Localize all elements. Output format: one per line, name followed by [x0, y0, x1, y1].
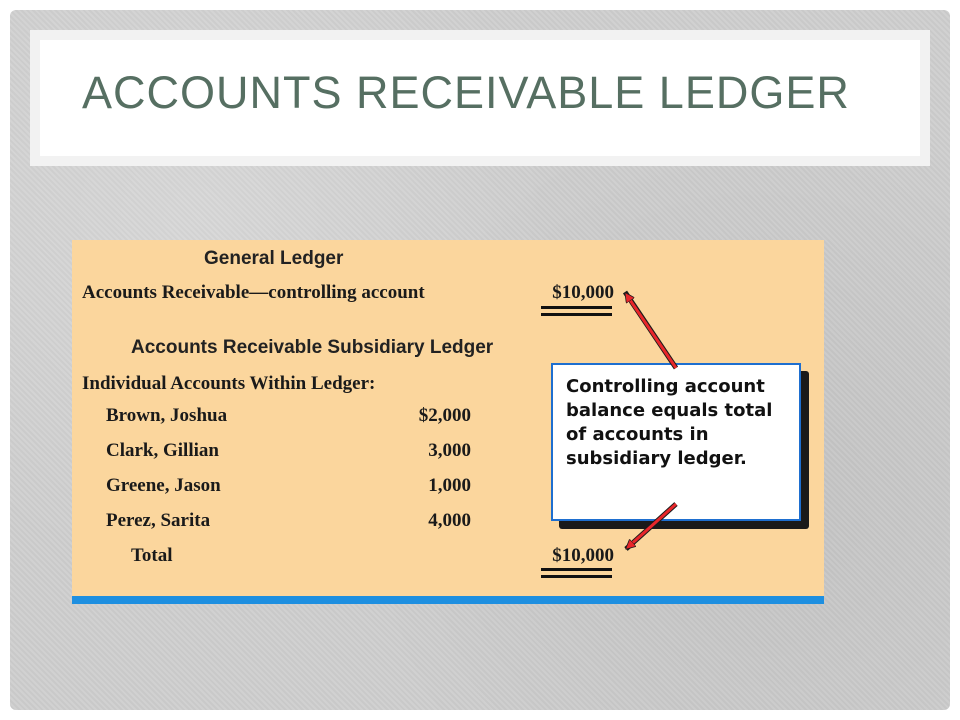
account-amount-brown: $2,000: [418, 405, 471, 426]
total-label: Total: [131, 545, 173, 566]
account-amount-perez: 4,000: [428, 510, 471, 531]
controlling-account-label: Accounts Receivable—controlling account: [82, 282, 425, 303]
individual-accounts-intro: Individual Accounts Within Ledger:: [82, 373, 376, 394]
account-amount-clark: 3,000: [428, 440, 471, 461]
account-name-clark: Clark, Gillian: [106, 440, 219, 461]
account-amount-greene: 1,000: [428, 475, 471, 496]
subsidiary-ledger-heading: Accounts Receivable Subsidiary Ledger: [131, 337, 494, 358]
slide-title: ACCOUNTS RECEIVABLE LEDGER: [82, 67, 850, 118]
account-name-brown: Brown, Joshua: [106, 405, 228, 426]
account-name-greene: Greene, Jason: [106, 475, 221, 496]
account-name-perez: Perez, Sarita: [106, 510, 211, 531]
controlling-account-amount: $10,000: [552, 282, 614, 303]
arrow-to-controlling-balance-fill: [626, 294, 676, 368]
general-ledger-heading: General Ledger: [204, 248, 344, 269]
callout-text: Controlling account balance equals total of accounts in subsidiary ledger.: [566, 376, 773, 469]
total-amount: $10,000: [552, 545, 614, 566]
arrow-to-total-fill: [627, 504, 676, 548]
